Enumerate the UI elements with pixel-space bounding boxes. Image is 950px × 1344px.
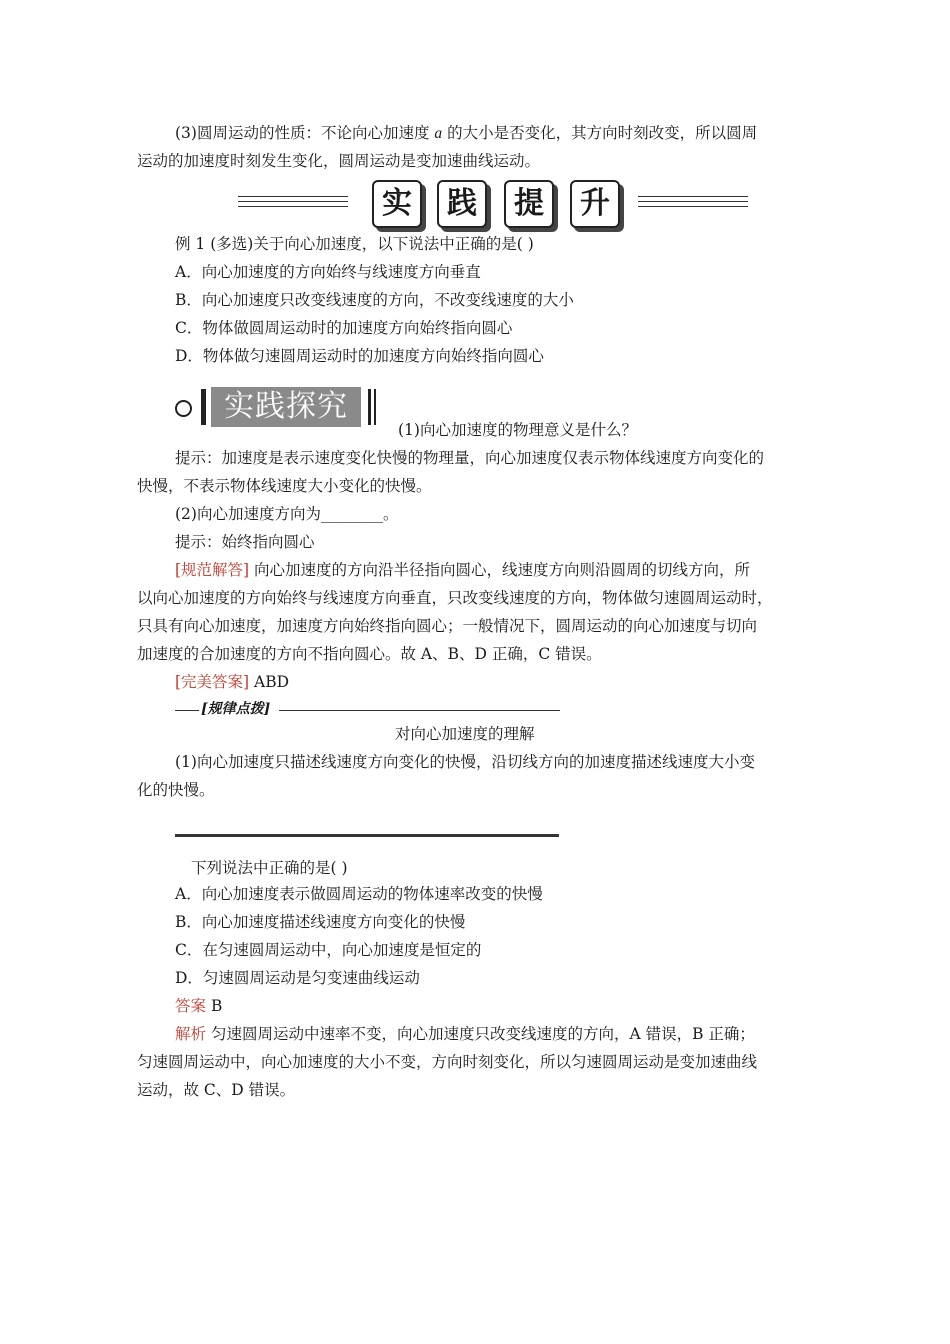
tag-bar: [374, 389, 376, 425]
example1-stem: 例 1 (多选)关于向心加速度，以下说法中正确的是( ): [175, 235, 534, 253]
banner-char-1: 实: [372, 180, 422, 228]
exercise-option-b: B．向心加速度描述线速度方向变化的快慢: [175, 913, 466, 931]
perfect-answer-label: [完美答案]: [175, 673, 250, 691]
banner-char-4: 升: [570, 180, 620, 228]
solution-line-1: [175, 560, 750, 580]
solution-label: [规范解答]: [175, 561, 250, 579]
rule-title: 对向心加速度的理解: [395, 725, 535, 743]
exercise-stem: 下列说法中正确的是( ): [191, 859, 348, 877]
intro-line-1-post: 的大小是否变化，其方向时刻改变，所以圆周: [442, 124, 758, 142]
analysis-text: 匀速圆周运动中速率不变，向心加速度只改变线速度的方向，A 错误，B 正确；: [206, 1025, 755, 1043]
analysis-label: 解析: [175, 1025, 207, 1043]
perfect-answer-value: ABD: [249, 673, 290, 691]
analysis-line-3: 运动，故 C、D 错误。: [137, 1081, 296, 1099]
rule-line-2: 化的快慢。: [137, 781, 215, 799]
rule-header-tail-line: [279, 710, 560, 711]
intro-line-2: 运动的加速度时刻发生变化，圆周运动是变加速曲线运动。: [137, 152, 541, 170]
example1-option-c: C．物体做圆周运动时的加速度方向始终指向圆心: [175, 319, 513, 337]
solution-line-3: 只具有向心加速度，加速度方向始终指向圆心；一般情况下，圆周运动的向心加速度与切向: [137, 617, 758, 635]
hint-2: 提示：始终指向圆心: [175, 533, 315, 551]
explore-question-2: (2)向心加速度方向为________。: [175, 505, 399, 523]
banner-char-2: 践: [437, 180, 487, 228]
tag-bar: [201, 389, 206, 425]
section-divider: [175, 834, 559, 837]
exercise-option-d: D．匀速圆周运动是匀变速曲线运动: [175, 969, 420, 987]
circle-icon: [175, 400, 192, 417]
intro-line-1-pre: (3)圆周运动的性质：不论向心加速度: [175, 124, 435, 142]
banner-char-3: 提: [504, 180, 554, 228]
solution-text: 向心加速度的方向沿半径指向圆心，线速度方向则沿圆周的切线方向，所: [249, 561, 751, 579]
tag-bar: [368, 389, 371, 425]
explore-question-1: (1)向心加速度的物理意义是什么？: [398, 421, 637, 439]
example1-option-d: D．物体做匀速圆周运动时的加速度方向始终指向圆心: [175, 347, 544, 365]
section-banner: [238, 178, 750, 230]
analysis-line-2: 匀速圆周运动中，向心加速度的大小不变，方向时刻变化，所以匀速圆周运动是变加速曲线: [137, 1053, 758, 1071]
rule-header-label: [规律点拨]: [201, 701, 271, 717]
rule-header-lead-line: [175, 710, 199, 711]
rule-line-1: (1)向心加速度只描述线速度方向变化的快慢，沿切线方向的加速度描述线速度大小变: [175, 753, 755, 771]
variable-a: a: [434, 125, 443, 142]
perfect-answer: [175, 672, 289, 692]
solution-line-2: 以向心加速度的方向始终与线速度方向垂直，只改变线速度的方向，物体做匀速圆周运动时，: [137, 589, 773, 607]
exercise-answer: [175, 996, 222, 1016]
banner-right-lines: [638, 196, 748, 210]
exercise-answer-value: B: [206, 997, 223, 1015]
analysis-line-1: [175, 1024, 755, 1044]
banner-left-lines: [238, 196, 348, 210]
solution-line-4: 加速度的合加速度的方向不指向圆心。故 A、B、D 正确，C 错误。: [137, 645, 602, 663]
hint-1-line-2: 快慢，不表示物体线速度大小变化的快慢。: [137, 477, 432, 495]
intro-line-1: [175, 123, 757, 144]
rule-header: [175, 698, 560, 718]
hint-1-line-1: 提示：加速度是表示速度变化快慢的物理量，向心加速度仅表示物体线速度方向变化的: [175, 449, 765, 467]
exercise-option-c: C．在匀速圆周运动中，向心加速度是恒定的: [175, 941, 482, 959]
exercise-answer-label: 答案: [175, 997, 207, 1015]
explore-tag: [175, 385, 395, 429]
example1-option-b: B．向心加速度只改变线速度的方向，不改变线速度的大小: [175, 291, 574, 309]
example1-option-a: A．向心加速度的方向始终与线速度方向垂直: [175, 263, 481, 281]
explore-tag-label: 实践探究: [211, 387, 361, 427]
exercise-option-a: A．向心加速度表示做圆周运动的物体速率改变的快慢: [175, 885, 543, 903]
